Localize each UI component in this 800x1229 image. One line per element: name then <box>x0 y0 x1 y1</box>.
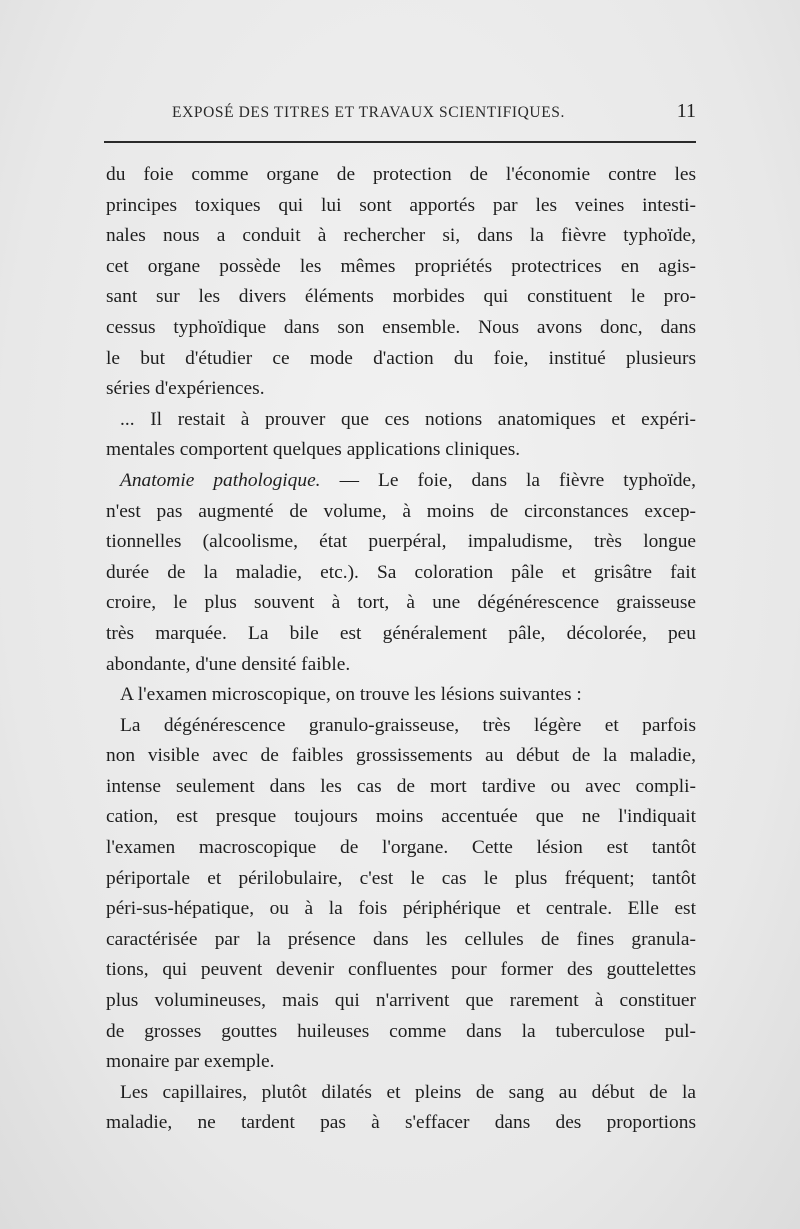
text-line: abondante, d'une densité faible. <box>106 653 351 675</box>
text-line: du foie comme organe de protection de l'économie contre les <box>106 164 696 185</box>
text-line: tions, qui peuvent devenir confluentes pour former des gouttelettes <box>106 959 696 981</box>
header-rule <box>104 141 696 143</box>
text-line: péri-sus-hépatique, ou à la fois périphérique et centrale. Elle est <box>106 898 696 920</box>
text-line: n'est pas augmenté de volume, à moins de circonstances excep- <box>106 500 696 522</box>
text-line: plus volumineuses, mais qui n'arrivent que rarement à constituer <box>106 990 696 1012</box>
text-line: principes toxiques qui lui sont apportés par les veines intesti- <box>106 194 696 216</box>
text-line: périportale et périlobulaire, c'est le cas le plus fréquent; tantôt <box>106 867 696 889</box>
text-line: ... Il restait à prouver que ces notions anatomiques et expéri- <box>120 408 696 430</box>
text-line: nales nous a conduit à rechercher si, dans la fièvre typhoïde, <box>106 225 696 247</box>
text-line: non visible avec de faibles grossissements au début de la maladie, <box>106 745 696 767</box>
text-line: — Le foie, dans la fièvre typhoïde, <box>339 469 696 491</box>
text-line: cessus typhoïdique dans son ensemble. Nous avons donc, dans <box>106 316 696 338</box>
text-line: sant sur les divers éléments morbides qui constituent le pro- <box>106 286 696 308</box>
text-line: de grosses gouttes huileuses comme dans la tuberculose pul- <box>106 1020 696 1042</box>
text-line: le but d'étudier ce mode d'action du foie, institué plusieurs <box>106 347 696 369</box>
text-line: tionnelles (alcoolisme, état puerpéral, impaludisme, très longue <box>106 531 696 553</box>
text-line: maladie, ne tardent pas à s'effacer dans des proportions <box>106 1112 696 1134</box>
text-line: La dégénérescence granulo-graisseuse, très légère et parfois <box>120 714 696 736</box>
page-number: 11 <box>676 100 696 122</box>
text-line: cet organe possède les mêmes propriétés protectrices en agis- <box>106 255 696 277</box>
text-line: monaire par exemple. <box>106 1051 275 1073</box>
text-line: durée de la maladie, etc.). Sa coloration pâle et grisâtre fait <box>106 561 696 583</box>
running-title: EXPOSÉ DES TITRES ET TRAVAUX SCIENTIFIQUES. <box>172 104 565 121</box>
page-header <box>106 98 696 128</box>
text-line: A l'examen microscopique, on trouve les lésions suivantes : <box>120 684 582 706</box>
text-line: caractérisée par la présence dans les cellules de fines granula- <box>106 928 696 950</box>
text-line: cation, est presque toujours moins accentuée que ne l'indiquait <box>106 806 696 828</box>
section-heading: Anatomie pathologique. <box>120 469 321 491</box>
body-text <box>106 160 696 1139</box>
text-line: séries d'expériences. <box>106 378 265 400</box>
text-line: l'examen macroscopique de l'organe. Cette lésion est tantôt <box>106 837 696 859</box>
text-line: croire, le plus souvent à tort, à une dégénérescence graisseuse <box>106 592 696 614</box>
text-line: Les capillaires, plutôt dilatés et pleins de sang au début de la <box>120 1081 696 1103</box>
text-line: intense seulement dans les cas de mort tardive ou avec compli- <box>106 775 696 797</box>
text-line-with-heading <box>106 466 696 497</box>
text-line: très marquée. La bile est généralement pâle, décolorée, peu <box>106 622 696 644</box>
text-line: mentales comportent quelques applications cliniques. <box>106 439 521 461</box>
